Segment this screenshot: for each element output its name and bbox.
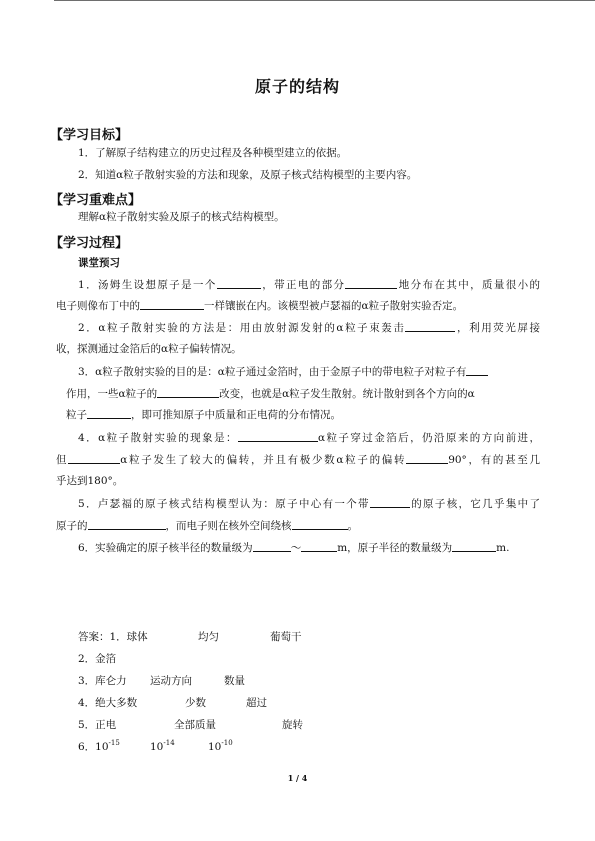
key-point-text: 理解α粒子散射实验及原子的核式结构模型。 <box>78 211 285 223</box>
answer-5-a: 5．正电 <box>78 719 117 731</box>
answer-blank[interactable] <box>87 407 131 419</box>
answer-blank[interactable] <box>68 452 120 464</box>
answer-blank[interactable] <box>88 518 166 530</box>
section-learning-process: 【学习过程】 <box>50 236 129 251</box>
answer-5-b: 全部质量 <box>174 719 216 731</box>
question-6-line-1: 6．实验确定的原子核半径的数量级为 ～ m，原子半径的数量级为 m. <box>78 542 510 554</box>
question-5-line-1: 5．卢瑟福的原子核式结构模型认为：原子中心有一个带 的原子核，它几乎集中了 <box>78 498 540 510</box>
question-2-line-1: 2．α粒子散射实验的方法是：用由放射源发射的α粒子束轰击 ，利用荧光屏接 <box>78 322 540 334</box>
answer-6-c: $10^{-10}$ <box>208 739 233 753</box>
answer-blank[interactable] <box>301 540 337 552</box>
question-3-line-2: 作用，一些α粒子的 改变，也就是α粒子发生散射。统计散射到各个方向的α <box>66 388 475 400</box>
page-number: 1 / 4 <box>287 773 308 783</box>
answer-blank[interactable] <box>238 430 318 442</box>
answer-blank[interactable] <box>140 298 204 310</box>
answer-1-a: 答案：1．球体 <box>78 631 148 643</box>
answer-1-c: 葡萄干 <box>270 631 302 643</box>
answer-4-c: 超过 <box>246 697 267 709</box>
answer-4-b: 少数 <box>185 697 206 709</box>
answer-blank[interactable] <box>292 518 348 530</box>
answer-blank[interactable] <box>370 496 410 508</box>
question-1-line-2: 电子则像布丁中的 一样镶嵌在内。该模型被卢瑟福的α粒子散射实验否定。 <box>56 300 464 312</box>
page-title: 原子的结构 <box>254 77 340 96</box>
goal-2: 2．知道α粒子散射实验的方法和现象，及原子核式结构模型的主要内容。 <box>78 169 418 181</box>
question-4-line-2: 但 α粒子发生了较大的偏转，并且有极少数α粒子的偏转 90°，有的甚至几 <box>56 454 540 466</box>
answer-3-a: 3．库仑力 <box>78 675 127 687</box>
header-rule <box>54 0 595 1</box>
answer-blank[interactable] <box>466 364 488 376</box>
answer-3-c: 数量 <box>224 675 245 687</box>
question-3-line-3: 粒子 ，即可推知原子中质量和正电荷的分布情况。 <box>66 409 341 421</box>
goal-1: 1．了解原子结构建立的历史过程及各种模型建立的依据。 <box>78 147 348 159</box>
answer-6-a: 6．$10^{-15}$ <box>78 739 120 753</box>
answer-1-b: 均匀 <box>198 631 219 643</box>
question-4-line-3: 乎达到180°。 <box>56 475 124 487</box>
question-5-line-2: 原子的 ，而电子则在核外空间绕核 。 <box>56 520 358 532</box>
answer-3-b: 运动方向 <box>150 675 192 687</box>
preview-heading: 课堂预习 <box>78 257 120 269</box>
answer-blank[interactable] <box>406 452 448 464</box>
answer-blank[interactable] <box>345 277 397 289</box>
answer-2: 2．金箔 <box>78 653 117 665</box>
answer-5-c: 旋转 <box>282 719 303 731</box>
question-2-line-2: 收，探测通过金箔后的α粒子偏转情况。 <box>56 343 242 355</box>
question-4-line-1: 4．α粒子散射实验的现象是： α粒子穿过金箔后，仍沿原来的方向前进， <box>78 432 540 444</box>
question-3-line-1: 3．α粒子散射实验的目的是：α粒子通过金箔时，由于金原子中的带电粒子对粒子有 <box>78 364 488 379</box>
answer-6-b: $10^{-14}$ <box>150 739 175 753</box>
answer-4-a: 4．绝大多数 <box>78 697 138 709</box>
answer-blank[interactable] <box>253 540 291 552</box>
section-learning-goals: 【学习目标】 <box>50 128 129 143</box>
section-key-points: 【学习重难点】 <box>50 193 142 208</box>
answer-blank[interactable] <box>405 320 455 332</box>
answer-blank[interactable] <box>452 540 496 552</box>
question-1-line-1: 1．汤姆生设想原子是一个 ，带正电的部分 地分布在其中，质量很小的 <box>78 279 541 291</box>
answer-blank[interactable] <box>157 386 219 398</box>
answer-blank[interactable] <box>217 277 261 289</box>
